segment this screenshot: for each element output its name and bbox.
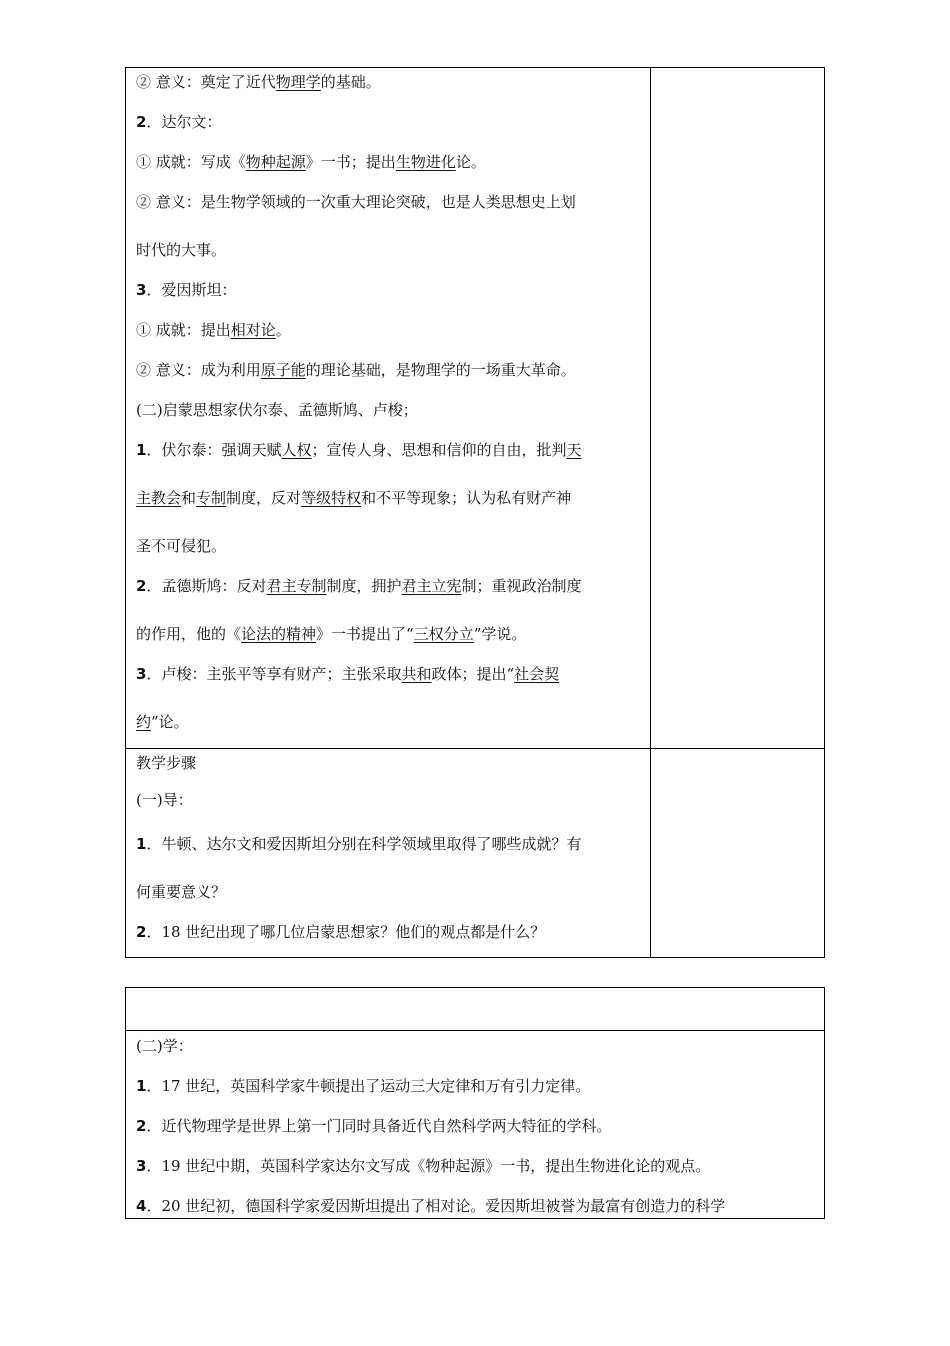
text-line — [136, 152, 486, 172]
text-line — [136, 922, 545, 942]
text-run: 教学步骤 — [136, 754, 197, 772]
text-run: ．达尔文： — [146, 113, 222, 131]
text-line — [136, 1036, 193, 1056]
item-number: 2 — [136, 1117, 147, 1135]
text-run: 和不平等现象；认为私有财产神 — [361, 489, 572, 507]
text-run: 圣不可侵犯。 — [136, 537, 227, 555]
underlined-term: 相对论 — [230, 321, 276, 339]
text-run: 》一书；提出 — [305, 153, 396, 171]
text-line — [136, 712, 189, 732]
text-line — [136, 360, 576, 380]
text-line — [136, 576, 582, 596]
text-run: ．孟德斯鸠：反对 — [146, 577, 267, 595]
text-run: ① 成就：提出 — [136, 321, 231, 339]
text-run: 的作用，他的《 — [136, 625, 242, 643]
item-number: 2 — [136, 923, 147, 941]
text-line — [136, 112, 221, 132]
text-line — [136, 400, 418, 420]
text-run: ；宣传人身、思想和信仰的自由，批判 — [311, 441, 567, 459]
text-run: 何重要意义？ — [136, 883, 227, 901]
text-line — [136, 488, 571, 508]
text-line — [136, 753, 196, 773]
text-run: 制；重视政治制度 — [461, 577, 582, 595]
underlined-term: 三权分立 — [413, 625, 474, 643]
text-line — [136, 1116, 611, 1136]
text-run: ”论。 — [151, 713, 189, 731]
text-line — [136, 790, 193, 810]
text-run: ① 成就：写成《 — [136, 153, 246, 171]
text-run: (二)启蒙思想家伏尔泰、孟德斯鸠、卢梭； — [136, 401, 418, 419]
text-line — [136, 280, 236, 300]
text-run: ．卢梭：主张平等享有财产；主张采取 — [146, 665, 402, 683]
text-run: ．19 世纪中期，英国科学家达尔文写成《物种起源》一书，提出生物进化论的观点。 — [146, 1157, 711, 1175]
text-run: 和 — [181, 489, 197, 507]
text-line — [136, 72, 381, 92]
text-line — [136, 320, 291, 340]
item-number: 1 — [136, 441, 147, 459]
text-line — [136, 240, 226, 260]
text-run: ．近代物理学是世界上第一门同时具备近代自然科学两大特征的学科。 — [146, 1117, 612, 1135]
text-line — [136, 192, 576, 212]
item-number: 1 — [136, 1077, 147, 1095]
text-line — [136, 440, 582, 460]
underlined-term: 原子能 — [260, 361, 306, 379]
underlined-term: 物种起源 — [245, 153, 306, 171]
item-number: 3 — [136, 665, 147, 683]
text-line — [136, 882, 226, 902]
item-number: 4 — [136, 1197, 147, 1215]
text-run: 。 — [275, 321, 291, 339]
item-number: 1 — [136, 835, 147, 853]
underlined-term: 专制 — [196, 489, 227, 507]
item-number: 3 — [136, 281, 147, 299]
underlined-term: 君主专制 — [266, 577, 327, 595]
text-run: ．爱因斯坦： — [146, 281, 237, 299]
text-line — [136, 1156, 710, 1176]
underlined-term: 人权 — [281, 441, 312, 459]
text-line — [136, 664, 559, 684]
underlined-term: 君主立宪 — [401, 577, 462, 595]
text-line — [136, 1076, 590, 1096]
row-divider — [126, 748, 824, 749]
underlined-term: 主教会 — [136, 489, 182, 507]
text-line — [136, 834, 581, 854]
text-line — [136, 536, 226, 556]
text-run: ．17 世纪，英国科学家牛顿提出了运动三大定律和万有引力定律。 — [146, 1077, 591, 1095]
lesson-table-top — [125, 67, 825, 958]
underlined-term: 物理学 — [275, 73, 321, 91]
row-divider — [126, 1030, 824, 1031]
text-line — [136, 1196, 725, 1216]
text-run: 的理论基础，是物理学的一场重大革命。 — [305, 361, 576, 379]
text-run: ② 意义：奠定了近代 — [136, 73, 276, 91]
item-number: 2 — [136, 113, 147, 131]
text-line — [136, 624, 526, 644]
column-divider — [650, 68, 651, 957]
underlined-term: 社会契 — [514, 665, 560, 683]
underlined-term: 共和 — [401, 665, 432, 683]
text-run: ．牛顿、达尔文和爱因斯坦分别在科学领域里取得了哪些成就？有 — [146, 835, 582, 853]
underlined-term: 论法的精神 — [241, 625, 317, 643]
text-run: 的基础。 — [320, 73, 381, 91]
text-run: 制度，拥护 — [326, 577, 402, 595]
text-run: ② 意义：成为利用 — [136, 361, 261, 379]
text-run: 政体；提出“ — [431, 665, 515, 683]
underlined-term: 生物进化 — [395, 153, 456, 171]
text-run: 时代的大事。 — [136, 241, 227, 259]
lesson-table-bottom — [125, 987, 825, 1219]
text-run: ”学说。 — [473, 625, 527, 643]
underlined-term: 等级特权 — [301, 489, 362, 507]
text-run: (二)学： — [136, 1037, 193, 1055]
text-run: ．18 世纪出现了哪几位启蒙思想家？他们的观点都是什么？ — [146, 923, 546, 941]
text-run: ．伏尔泰：强调天赋 — [146, 441, 282, 459]
text-run: 制度，反对 — [226, 489, 302, 507]
underlined-term: 约 — [136, 713, 152, 731]
item-number: 2 — [136, 577, 147, 595]
text-run: ② 意义：是生物学领域的一次重大理论突破，也是人类思想史上划 — [136, 193, 576, 211]
text-run: 论。 — [455, 153, 486, 171]
item-number: 3 — [136, 1157, 147, 1175]
underlined-term: 天 — [566, 441, 582, 459]
text-run: 》一书提出了“ — [316, 625, 414, 643]
text-run: (一)导： — [136, 791, 193, 809]
text-run: ．20 世纪初，德国科学家爱因斯坦提出了相对论。爱因斯坦被誉为最富有创造力的科学 — [146, 1197, 726, 1215]
